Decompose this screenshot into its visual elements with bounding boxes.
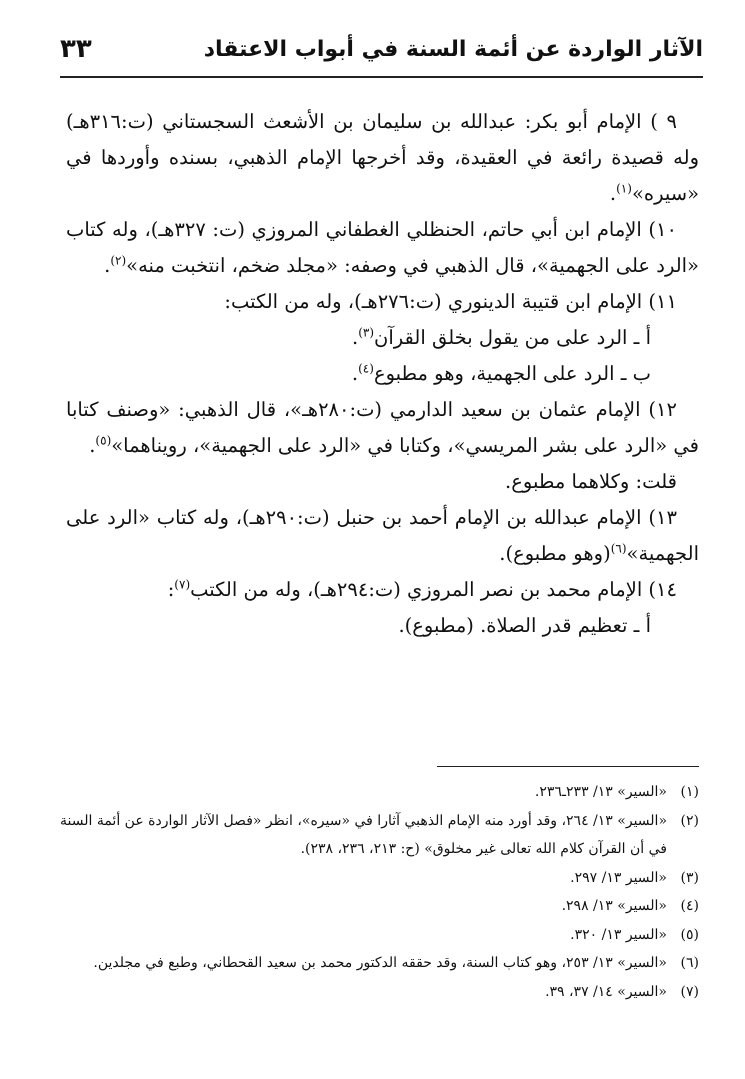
paragraph-10-text: ١٠) الإمام ابن أبي حاتم، الحنظلي الغطفاني المروزي (ت: ٣٢٧هـ)، وله كتاب «الرد على الجهمية»، قال الذهبي في وصفه: «مجلد ضخم، انتخبت منه»	[66, 218, 699, 277]
paragraph-12	[66, 392, 699, 464]
footnote-ref-1[interactable]: (١)	[616, 181, 632, 196]
footnote	[60, 864, 699, 893]
footnote-number: (٤)	[680, 898, 699, 914]
footnote-ref-3[interactable]: (٣)	[358, 325, 375, 340]
footnote-number: (٦)	[680, 955, 699, 971]
author-note: قلت: وكلاهما مطبوع.	[505, 470, 677, 493]
page-header	[60, 28, 703, 70]
paragraph-9-end: .	[609, 182, 617, 205]
paragraph-9-text: ٩ ) الإمام أبو بكر: عبدالله بن سليمان بن الأشعث السجستاني (ت:٣١٦هـ) وله قصيدة رائعة في العقيدة، وقد أخرجها الإمام الذهبي، بسنده وأوردها في «سيره»	[66, 110, 699, 205]
footnote-ref-4[interactable]: (٤)	[358, 361, 374, 376]
footnote	[60, 892, 699, 921]
footnote-ref-7[interactable]: (٧)	[174, 577, 191, 592]
footnote-ref-2[interactable]: (٢)	[110, 253, 127, 268]
footnote-text: «السير» ١٣/ ٢٣٣ـ٢٣٦.	[534, 784, 667, 800]
paragraph-11-item-a	[66, 320, 699, 356]
footnote-number: (١)	[680, 784, 699, 800]
footnotes	[60, 778, 699, 1006]
paragraph-11-item-b-text: ب ـ الرد على الجهمية، وهو مطبوع	[373, 362, 651, 385]
footnote-text: «السير» ١٣/ ٢٥٣، وهو كتاب السنة، وقد حققه الدكتور محمد بن سعيد القحطاني، وطبع في مجلدين.	[93, 955, 667, 971]
paragraph-12-end: .	[89, 434, 96, 457]
paragraph-13	[66, 500, 699, 572]
paragraph-14-end: :	[167, 578, 175, 601]
main-text	[66, 104, 699, 644]
footnote-number: (٢)	[680, 812, 699, 829]
paragraph-11-item-b	[66, 356, 699, 392]
footnote-separator	[437, 766, 699, 767]
paragraph-14-item-a: أ ـ تعظيم قدر الصلاة. (مطبوع).	[398, 614, 651, 637]
footnote-number: (٧)	[680, 983, 699, 1000]
paragraph-14	[66, 572, 699, 608]
footnote-text: «السير» ١٣/ ٢٩٨.	[561, 898, 667, 914]
footnote	[60, 778, 699, 807]
footnote-ref-5[interactable]: (٥)	[95, 433, 112, 448]
paragraph-10-end: .	[104, 254, 111, 277]
footnote-text: «السير ١٣/ ٢٩٧.	[570, 869, 667, 886]
footnote	[60, 921, 699, 950]
page-number: ٣٣	[60, 34, 92, 64]
footnote	[60, 807, 699, 864]
footnote-text: «السير ١٣/ ٣٢٠.	[570, 926, 667, 943]
footnote-number: (٣)	[680, 869, 699, 886]
footnote	[60, 978, 699, 1007]
footnote-ref-6[interactable]: (٦)	[610, 541, 627, 556]
footnote-text: «السير» ١٤/ ٣٧، ٣٩.	[545, 983, 667, 1000]
paragraph-10	[66, 212, 699, 284]
header-rule	[60, 76, 703, 78]
paragraph-13-text: ١٣) الإمام عبدالله بن الإمام أحمد بن حنبل (ت:٢٩٠هـ)، وله كتاب «الرد على الجهمية»	[66, 506, 699, 565]
paragraph-9	[66, 104, 699, 212]
paragraph-11-item-a-text: أ ـ الرد على من يقول بخلق القرآن	[374, 326, 651, 349]
paragraph-12-text: ١٢) الإمام عثمان بن سعيد الدارمي (ت:٢٨٠هـ»، قال الذهبي: «وصنف كتابا في «الرد على بشر المريسي»، وكتابا في «الرد على الجهمية»، رويناهما»	[66, 398, 699, 457]
footnote-number: (٥)	[680, 926, 699, 943]
footnote	[60, 949, 699, 978]
paragraph-13-end: (وهو مطبوع).	[499, 542, 611, 565]
paragraph-11-item-a-end: .	[352, 326, 359, 349]
paragraph-11: ١١) الإمام ابن قتيبة الدينوري (ت:٢٧٦هـ)، وله من الكتب:	[224, 290, 677, 313]
paragraph-11-item-b-end: .	[351, 362, 359, 385]
running-title: الآثار الواردة عن أئمة السنة في أبواب الاعتقاد	[203, 36, 703, 62]
paragraph-14-text: ١٤) الإمام محمد بن نصر المروزي (ت:٢٩٤هـ)، وله من الكتب	[190, 578, 677, 601]
footnote-text: «السير» ١٣/ ٢٦٤، وقد أورد منه الإمام الذهبي آثارا في «سيره»، انظر «فصل الآثار الواردة عن أئمة السنة في أن القرآن كلام الله تعالى غير مخلوق» (ح: ٢١٣، ٢٣٦، ٢٣٨).	[60, 812, 668, 857]
